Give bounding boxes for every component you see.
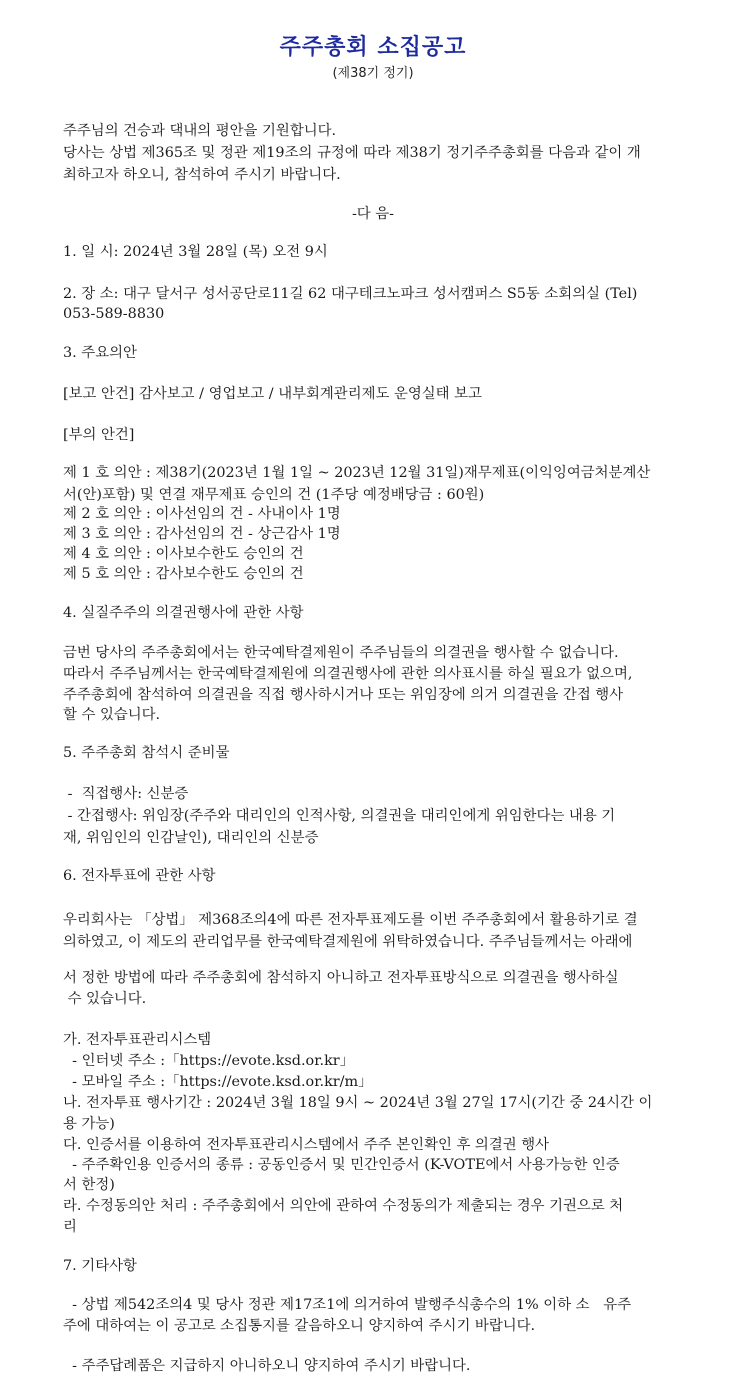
evote-system: 가. 전자투표관리시스템 [63, 1032, 212, 1048]
section-place-phone: 053-589-8830 [63, 306, 165, 322]
agenda-item-2: 제 2 호 의안 : 이사선임의 건 - 사내이사 1명 [63, 506, 341, 522]
voting-paragraph: 할 수 있습니다. [63, 707, 161, 723]
materials-indirect-cont: 재, 위임인의 인감날인), 대리인의 신분증 [63, 830, 319, 846]
agenda-item-5: 제 5 호 의안 : 감사보수한도 승인의 건 [63, 566, 304, 582]
evote-internet-url: - 인터넷 주소 :「https://evote.ksd.or.kr」 [63, 1053, 355, 1069]
evote-paragraph: 우리회사는 「상법」 제368조의4에 따른 전자투표제도를 이번 주주총회에서 활용하기로 결 [63, 912, 638, 928]
materials-indirect: - 간접행사: 위임장(주주와 대리인의 인적사항, 의결권을 대리인에게 위임한다는 내용 기 [63, 808, 616, 824]
section-other-heading: 7. 기타사항 [63, 1258, 137, 1274]
page-title: 주주총회 소집공고 [279, 35, 467, 60]
gift-notice: - 주주답례품은 지급하지 아니하오니 양지하여 주시기 바랍니다. [63, 1358, 471, 1374]
agenda-item-1-cont: 서(안)포함) 및 연결 재무제표 승인의 건 (1주당 예정배당금 : 60원) [63, 487, 485, 503]
evote-paragraph: 서 정한 방법에 따라 주주총회에 참석하지 아니하고 전자투표방식으로 의결권을 행사하실 [63, 970, 619, 986]
voting-paragraph: 금번 당사의 주주총회에서는 한국예탁결제원이 주주님들의 의결권을 행사할 수 없습니다. [63, 645, 619, 661]
intro-line: 당사는 상법 제365조 및 정관 제19조의 규정에 따라 제38기 정기주주총회를 다음과 같이 개 [63, 145, 641, 161]
evote-certificate-types: - 주주확인용 인증서의 종류 : 공동인증서 및 민간인증서 (K-VOTE에서 사용가능한 인증 [63, 1157, 620, 1173]
agenda-item-3: 제 3 호 의안 : 감사선임의 건 - 상근감사 1명 [63, 526, 341, 542]
report-agenda: [보고 안건] 감사보고 / 영업보고 / 내부회계관리제도 운영실태 보고 [63, 386, 482, 402]
evote-period-cont: 용 가능) [63, 1116, 115, 1132]
evote-certificate: 다. 인증서를 이용하여 전자투표관리시스템에서 주주 본인확인 후 의결권 행사 [63, 1137, 550, 1153]
section-agenda-heading: 3. 주요의안 [63, 345, 137, 361]
materials-direct: - 직접행사: 신분증 [63, 786, 189, 802]
section-materials-heading: 5. 주주총회 참석시 준비물 [63, 745, 230, 761]
voting-paragraph: 따라서 주주님께서는 한국예탁결제원에 의결권행사에 관한 의사표시를 하실 필요가 없으며, [63, 666, 633, 682]
intro-line: 최하고자 하오니, 참석하여 주시기 바랍니다. [63, 167, 341, 183]
evote-certificate-types-cont: 서 한정) [63, 1177, 115, 1193]
evote-paragraph: 의하였고, 이 제도의 관리업무를 한국예탁결제원에 위탁하였습니다. 주주님들께서는 아래에 [63, 934, 633, 950]
evote-paragraph: 수 있습니다. [63, 991, 147, 1007]
section-place: 2. 장 소: 대구 달서구 성서공단로11길 62 대구테크노파크 성서캠퍼스 S5동 소회의실 (Tel) [63, 286, 638, 302]
section-date: 1. 일 시: 2024년 3월 28일 (목) 오전 9시 [63, 244, 328, 260]
greeting-line: 주주님의 건승과 댁내의 평안을 기원합니다. [63, 123, 337, 139]
resolution-agenda-heading: [부의 안건] [63, 427, 135, 443]
evote-period: 나. 전자투표 행사기간 : 2024년 3월 18일 9시 ~ 2024년 3월 27일 17시(기간 중 24시간 이 [63, 1095, 653, 1111]
daum-heading: -다 음- [351, 206, 395, 222]
agenda-item-4: 제 4 호 의안 : 이사보수한도 승인의 건 [63, 546, 304, 562]
other-notice-cont: 주에 대하여는 이 공고로 소집통지를 갈음하오니 양지하여 주시기 바랍니다. [63, 1318, 536, 1334]
evote-mobile-url: - 모바일 주소 :「https://evote.ksd.or.kr/m」 [63, 1074, 373, 1090]
section-evote-heading: 6. 전자투표에 관한 사항 [63, 868, 216, 884]
evote-amendment-cont: 리 [63, 1219, 77, 1235]
page-subtitle: (제38기 정기) [332, 66, 414, 81]
other-notice: - 상법 제542조의4 및 당사 정관 제17조1에 의거하여 발행주식총수의 1% 이하 소 유주 [63, 1297, 632, 1313]
evote-amendment: 라. 수정동의안 처리 : 주주총회에서 의안에 관하여 수정동의가 제출되는 경우 기권으로 처 [63, 1198, 624, 1214]
section-voting-heading: 4. 실질주주의 의결권행사에 관한 사항 [63, 605, 304, 621]
agenda-item-1: 제 1 호 의안 : 제38기(2023년 1월 1일 ~ 2023년 12월 31일)재무제표(이익잉여금처분계산 [63, 465, 651, 481]
voting-paragraph: 주주총회에 참석하여 의결권을 직접 행사하시거나 또는 위임장에 의거 의결권을 간접 행사 [63, 687, 624, 703]
